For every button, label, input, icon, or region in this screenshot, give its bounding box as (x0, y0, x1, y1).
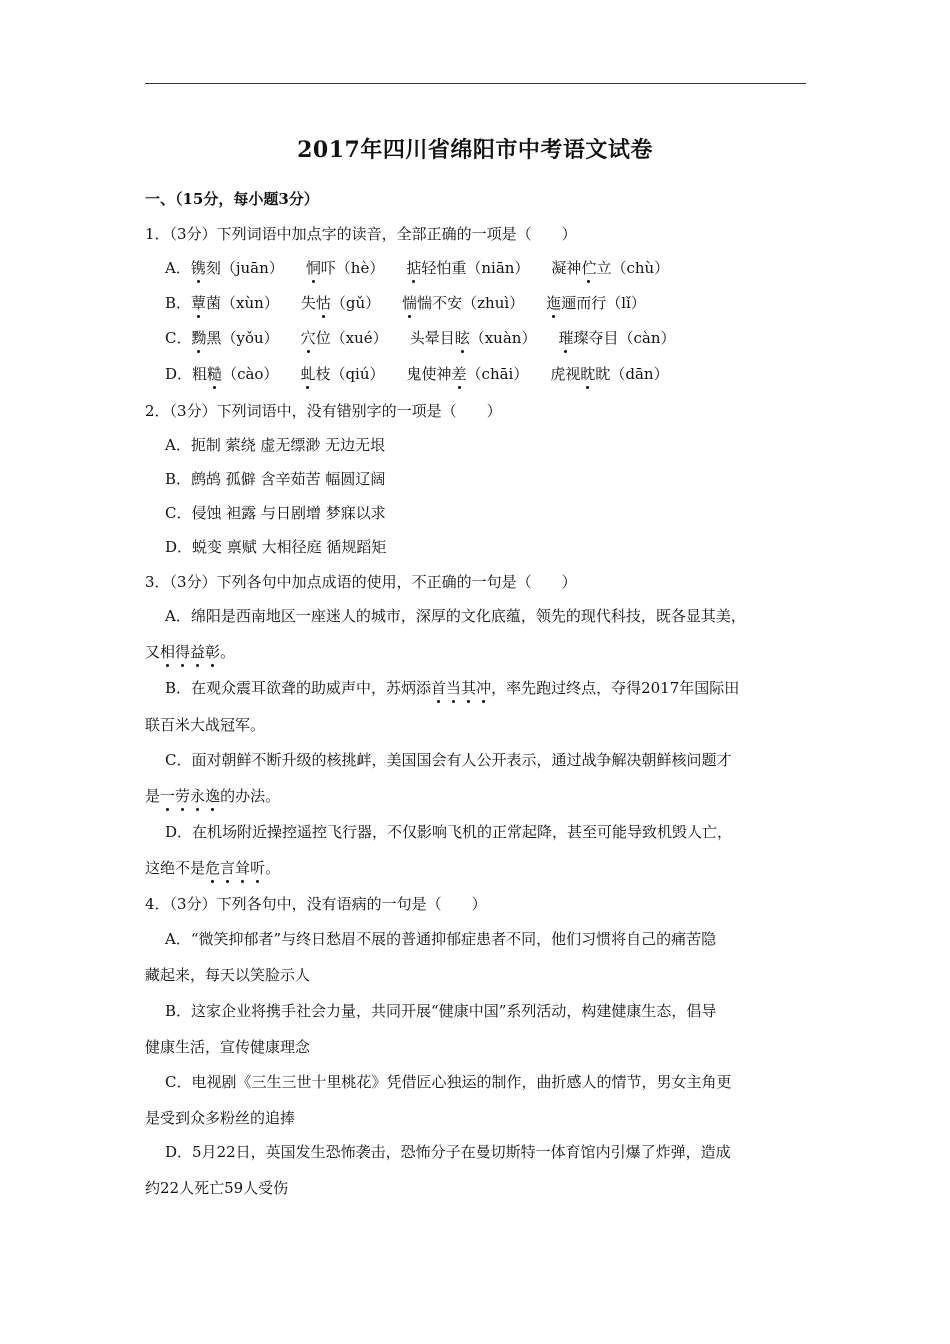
question-2-option-b: B．鹧鸪 孤僻 含辛茹苦 幅圆辽阔 (165, 470, 386, 488)
dotted-char: 逸 (205, 786, 220, 806)
dotted-char: 听 (250, 858, 265, 878)
dotted-char: 迤 (546, 293, 561, 313)
dotted-char: 相 (160, 642, 175, 662)
exam-title: 2017年四川省绵阳市中考语文试卷 (297, 137, 653, 163)
question-3-option-b-line1: B．在观众震耳欲聋的助威声中，苏炳添首 当 其 冲 ，率先跑过终点，夺得2017年国际田 (165, 678, 739, 698)
dotted-char: 首 (431, 678, 446, 698)
question-4-option-a-line1: A．“微笑抑郁者”与终日愁眉不展的普通抑郁症患者不同，他们习惯将自己的痛苦隐 (165, 930, 717, 948)
dotted-idiom (205, 858, 265, 878)
question-2-option-d: D．蜕变 禀赋 大相径庭 循规蹈矩 (165, 538, 387, 556)
question-3-stem: 3．（3分）下列各句中加点成语的使用，不正确的一句是（ ） (145, 573, 577, 591)
dotted-char: 差 (452, 364, 467, 384)
question-2-option-a: A．扼制 萦绕 虚无缥渺 无边无垠 (165, 436, 386, 454)
dotted-char: 镌 (191, 258, 206, 278)
dotted-char: 其 (461, 678, 476, 698)
dotted-char: 惴 (402, 293, 417, 313)
question-1-option-c: C．黝 黑（yǒu） 穴 位（xué） 头晕目眩 （xuàn） 璀 璨夺目（càn） (165, 328, 675, 348)
question-3-option-a-line1: A．绵阳是西南地区一座迷人的城市，深厚的文化底蕴，领先的现代科技，既各显其美， (165, 607, 746, 625)
question-4-stem: 4．（3分）下列各句中，没有语病的一句是（ ） (145, 895, 487, 913)
dotted-char: 劳 (175, 786, 190, 806)
question-3-option-c-line2: 是一 劳 永 逸 的办法。 (145, 786, 280, 806)
dotted-char: 益 (190, 642, 205, 662)
section-heading: 一、（15分，每小题3分） (145, 190, 319, 208)
question-1-option-a: A．镌 刻（juān） 恫 吓（hè） 掂 轻怕重（niān） 凝神伫 立（chù） (165, 258, 669, 278)
dotted-char: 蕈 (191, 293, 206, 313)
dotted-char: 恫 (306, 258, 321, 278)
dotted-idiom (160, 786, 220, 806)
dotted-char: 眩 (455, 328, 470, 348)
question-4-option-b-line1: B．这家企业将携手社会力量，共同开展“健康中国”系列活动，构建健康生态，倡导 (165, 1002, 717, 1020)
dotted-char: 糙 (207, 364, 222, 384)
dotted-char: 伫 (581, 258, 596, 278)
dotted-char: 黝 (191, 328, 206, 348)
dotted-char: 永 (190, 786, 205, 806)
question-1-stem: 1．（3分）下列词语中加点字的读音，全部正确的一项是（ ） (145, 225, 577, 243)
question-4-option-c-line2: 是受到众多粉丝的追捧 (145, 1109, 296, 1127)
dotted-char: 耸 (235, 858, 250, 878)
dotted-char: 怙 (316, 293, 331, 313)
dotted-char: 彰 (205, 642, 220, 662)
dotted-char: 得 (175, 642, 190, 662)
question-2-option-c: C．侵蚀 袒露 与日剧增 梦寐以求 (165, 504, 386, 522)
dotted-char: 一 (160, 786, 175, 806)
question-3-option-a-line2: 又相 得 益 彰 。 (145, 642, 235, 662)
dotted-char: 言 (220, 858, 235, 878)
question-4-option-b-line2: 健康生活，宣传健康理念 (145, 1038, 311, 1056)
question-4-option-d-line2: 约22人死亡59人受伤 (145, 1179, 289, 1197)
question-1-option-d: D．粗糙 （cào） 虬 枝（qiú） 鬼使神差 （chāi） 虎视眈 眈（dān） (165, 364, 669, 384)
question-3-option-d-line1: D．在机场附近操控遥控飞行器，不仅影响飞机的正常起降，甚至可能导致机毁人亡， (165, 823, 733, 841)
question-3-option-d-line2: 这绝不是危 言 耸 听 。 (145, 858, 280, 878)
question-1-option-b: B．蕈 菌（xùn） 失怙 （gǔ） 惴 惴不安（zhuì） 迤 逦而行（lǐ） (165, 293, 646, 313)
question-4-option-d-line1: D．5月22日，英国发生恐怖袭击，恐怖分子在曼切斯特一体育馆内引爆了炸弹，造成 (165, 1143, 731, 1161)
dotted-idiom (431, 678, 491, 698)
question-3-option-c-line1: C．面对朝鲜不断升级的核挑衅，美国国会有人公开表示，通过战争解决朝鲜核问题才 (165, 751, 732, 769)
question-4-option-c-line1: C．电视剧《三生三世十里桃花》凭借匠心独运的制作，曲折感人的情节，男女主角更 (165, 1073, 732, 1091)
dotted-char: 当 (446, 678, 461, 698)
header-rule (145, 83, 806, 84)
dotted-char: 冲 (476, 678, 491, 698)
dotted-char: 虬 (300, 364, 315, 384)
dotted-char: 危 (205, 858, 220, 878)
dotted-char: 璀 (558, 328, 573, 348)
question-2-stem: 2．（3分）下列词语中，没有错别字的一项是（ ） (145, 402, 502, 420)
dotted-char: 掂 (406, 258, 421, 278)
dotted-char: 穴 (301, 328, 316, 348)
dotted-char: 眈 (580, 364, 595, 384)
question-3-option-b-line2: 联百米大战冠军。 (145, 716, 266, 734)
question-4-option-a-line2: 藏起来，每天以笑脸示人 (145, 966, 311, 984)
dotted-idiom (160, 642, 220, 662)
